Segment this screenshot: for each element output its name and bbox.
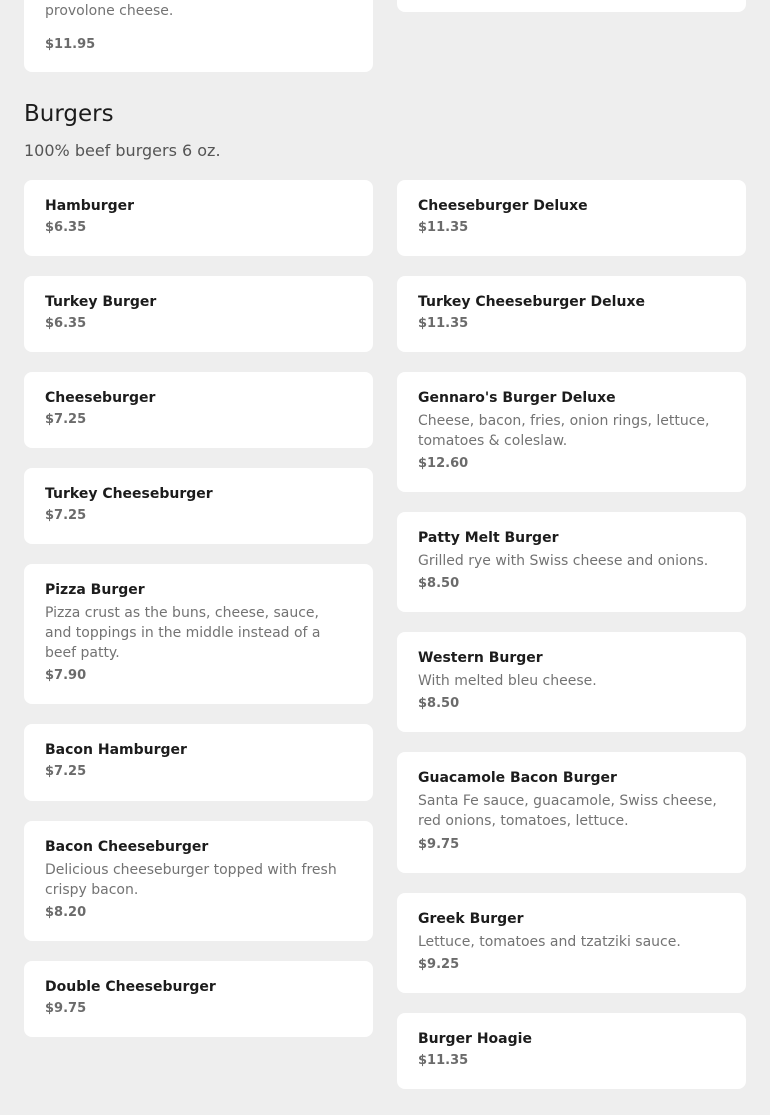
item-price: $9.75 xyxy=(418,837,460,852)
item-price: $11.35 xyxy=(418,316,469,331)
item-name: Turkey Burger xyxy=(45,294,157,310)
item-price: $9.25 xyxy=(418,957,460,972)
menu-item-card[interactable] xyxy=(24,372,373,448)
item-price: $8.50 xyxy=(418,576,460,591)
item-price: $9.75 xyxy=(45,1001,87,1016)
item-description: Lettuce, tomatoes and tzatziki sauce. xyxy=(418,934,681,950)
menu-item-card[interactable] xyxy=(397,752,746,873)
item-description: Santa Fe sauce, guacamole, Swiss cheese, red onions, tomatoes, lettuce. xyxy=(418,793,717,829)
menu-item-card[interactable] xyxy=(397,512,746,612)
menu-item-card[interactable] xyxy=(397,632,746,732)
menu-item-card[interactable] xyxy=(24,276,373,352)
item-price: $7.25 xyxy=(45,764,87,779)
menu-item-card[interactable] xyxy=(24,961,373,1037)
menu-item-card[interactable] xyxy=(24,0,373,72)
item-price: $7.90 xyxy=(45,668,87,683)
item-name: Bacon Hamburger xyxy=(45,742,187,758)
item-description: Pizza crust as the buns, cheese, sauce, and toppings in the middle instead of a beef patty. xyxy=(45,605,321,661)
menu-item-card[interactable] xyxy=(397,0,746,12)
item-name: Burger Hoagie xyxy=(418,1031,532,1047)
item-description: Delicious cheeseburger topped with fresh crispy bacon. xyxy=(45,862,337,898)
menu-item-card[interactable] xyxy=(24,564,373,704)
item-name: Turkey Cheeseburger xyxy=(45,486,213,502)
menu-item-card[interactable] xyxy=(24,180,373,256)
item-name: Turkey Cheeseburger Deluxe xyxy=(418,294,645,310)
item-price: $8.50 xyxy=(418,696,460,711)
item-description: Cheese, bacon, fries, onion rings, lettuce, tomatoes & coleslaw. xyxy=(418,413,710,449)
item-price: $8.20 xyxy=(45,905,87,920)
item-price: $11.35 xyxy=(418,1053,469,1068)
item-price: $6.35 xyxy=(45,316,87,331)
item-name: Hamburger xyxy=(45,198,135,214)
item-name: Bacon Cheeseburger xyxy=(45,839,209,855)
menu-item-card[interactable] xyxy=(24,724,373,801)
item-description: Grilled rye with Swiss cheese and onions. xyxy=(418,553,709,569)
section-subtitle: 100% beef burgers 6 oz. xyxy=(24,141,221,160)
menu-item-card[interactable] xyxy=(397,372,746,492)
menu-item-card[interactable] xyxy=(397,1013,746,1089)
menu-item-card[interactable] xyxy=(24,468,373,544)
menu-item-card[interactable] xyxy=(397,276,746,352)
item-price: $12.60 xyxy=(418,456,469,471)
item-name: Pizza Burger xyxy=(45,582,145,598)
item-name: Double Cheeseburger xyxy=(45,979,216,995)
item-name: Western Burger xyxy=(418,650,543,666)
item-name: Guacamole Bacon Burger xyxy=(418,770,617,786)
item-price: $11.35 xyxy=(418,220,469,235)
item-name: Cheeseburger Deluxe xyxy=(418,198,588,214)
item-name: Gennaro's Burger Deluxe xyxy=(418,390,616,406)
item-name: Patty Melt Burger xyxy=(418,530,559,546)
menu-item-card[interactable] xyxy=(397,180,746,256)
menu-item-card[interactable] xyxy=(24,821,373,941)
menu-item-card[interactable] xyxy=(397,893,746,993)
item-name: Cheeseburger xyxy=(45,390,156,406)
item-description: provolone cheese. xyxy=(45,3,174,19)
item-price: $7.25 xyxy=(45,508,87,523)
item-description: With melted bleu cheese. xyxy=(418,673,597,689)
item-price: $11.95 xyxy=(45,37,96,52)
item-price: $6.35 xyxy=(45,220,87,235)
section-title: Burgers xyxy=(24,101,114,127)
item-price: $7.25 xyxy=(45,412,87,427)
item-name: Greek Burger xyxy=(418,911,524,927)
